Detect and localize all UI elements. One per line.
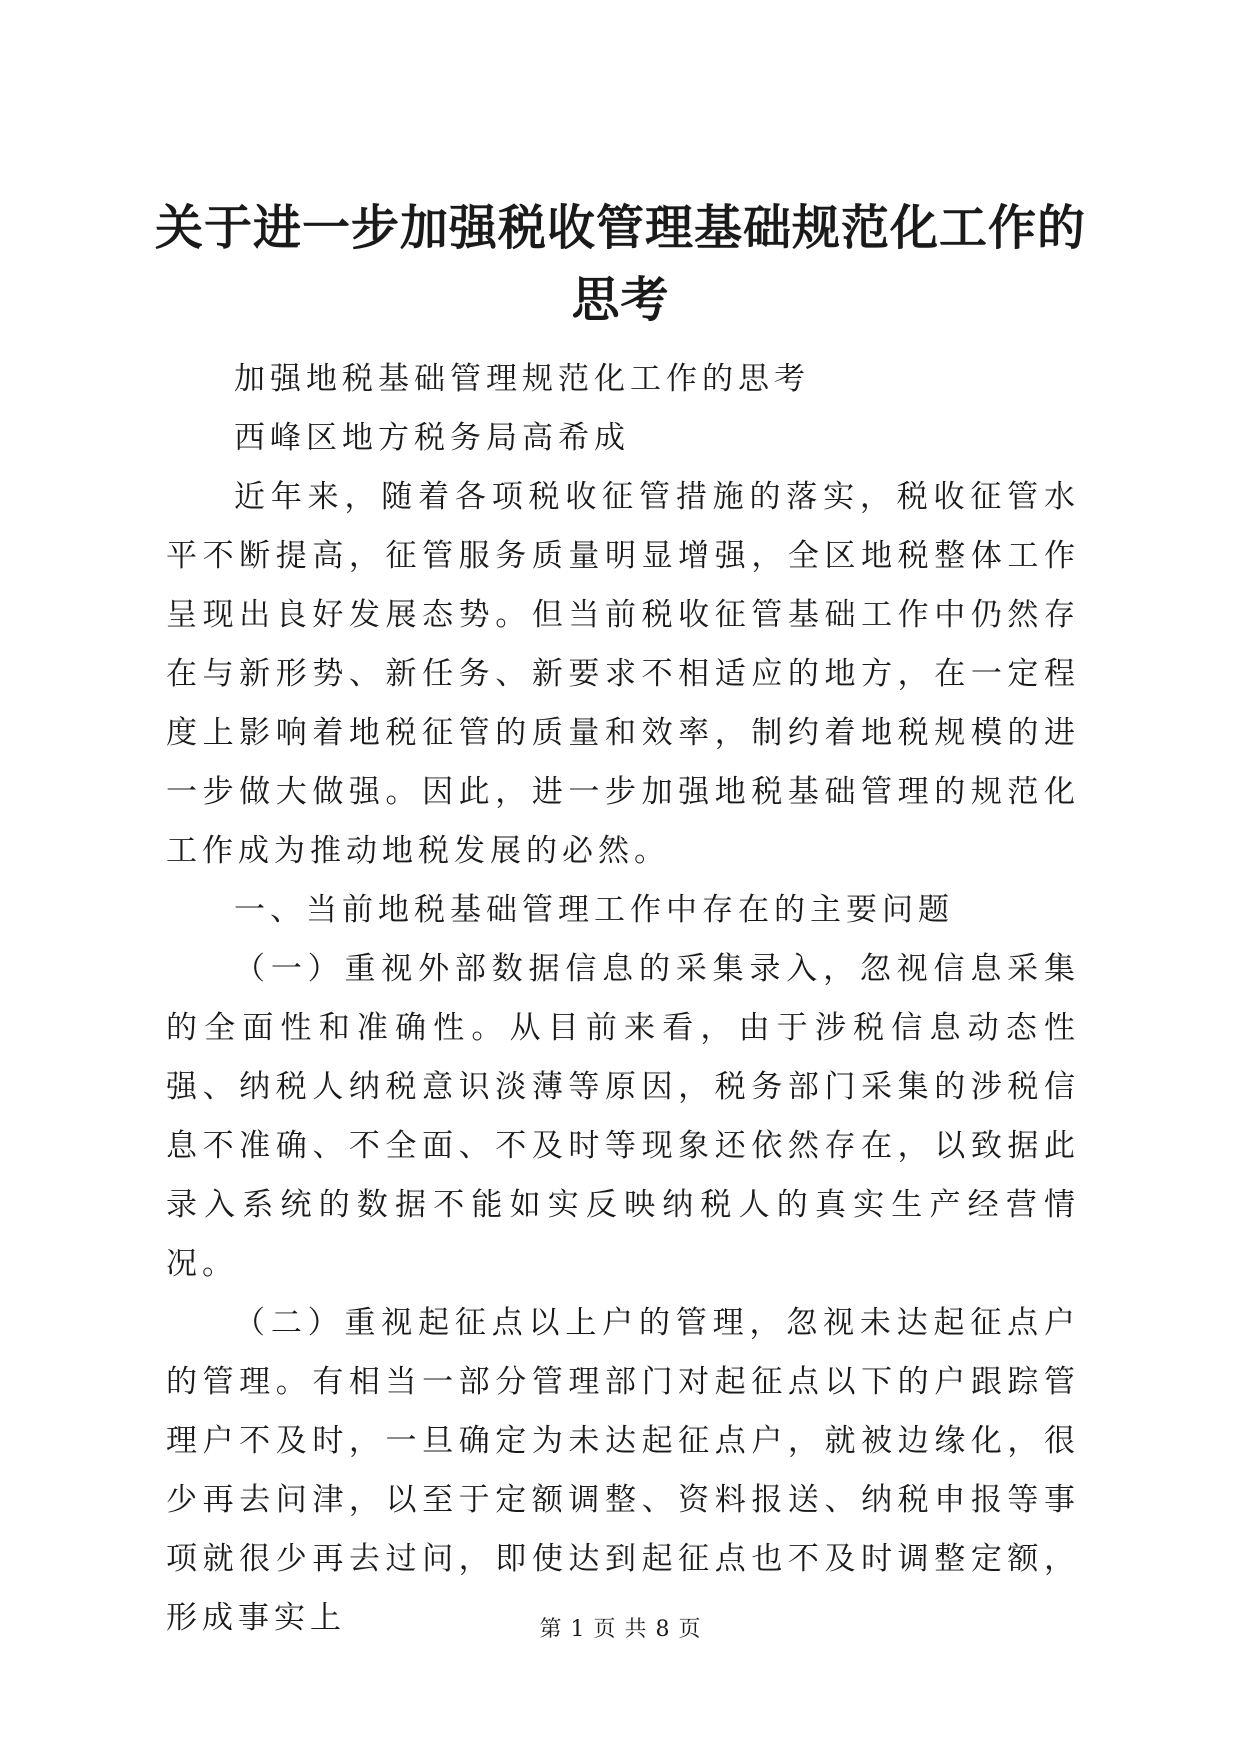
document-title: 关于进一步加强税收管理基础规范化工作的思考: [154, 200, 1086, 328]
issue-paragraph-2: （二）重视起征点以上户的管理，忽视未达起征点户的管理。有相当一部分管理部门对起征点以下的户跟踪管理户不及时，一旦确定为未达起征点户，就被边缘化，很少再去问津，以至于定额调整、资料报送、纳税申报等事项就很少再去过问，即使达到起征点也不及时调整定额，形成事实上: [166, 1305, 1080, 1636]
page-number-footer: 第 1 页 共 8 页: [539, 1617, 702, 1642]
subtitle-paragraph: 加强地税基础管理规范化工作的思考: [234, 361, 810, 397]
document-body: [166, 350, 1080, 1648]
issue-paragraph-1: （一）重视外部数据信息的采集录入，忽视信息采集的全面性和准确性。从目前来看，由于涉税信息动态性强、纳税人纳税意识淡薄等原因，税务部门采集的涉税信息不准确、不全面、不及时等现象还依然存在，以致据此录入系统的数据不能如实反映纳税人的真实生产经营情况。: [166, 951, 1080, 1282]
author-paragraph: 西峰区地方税务局高希成: [234, 420, 630, 456]
section-heading: 一、当前地税基础管理工作中存在的主要问题: [234, 892, 954, 928]
intro-paragraph: 近年来，随着各项税收征管措施的落实，税收征管水平不断提高，征管服务质量明显增强，全区地税整体工作呈现出良好发展态势。但当前税收征管基础工作中仍然存在与新形势、新任务、新要求不相适应的地方，在一定程度上影响着地税征管的质量和效率，制约着地税规模的进一步做大做强。因此，进一步加强地税基础管理的规范化工作成为推动地税发展的必然。: [166, 479, 1080, 869]
